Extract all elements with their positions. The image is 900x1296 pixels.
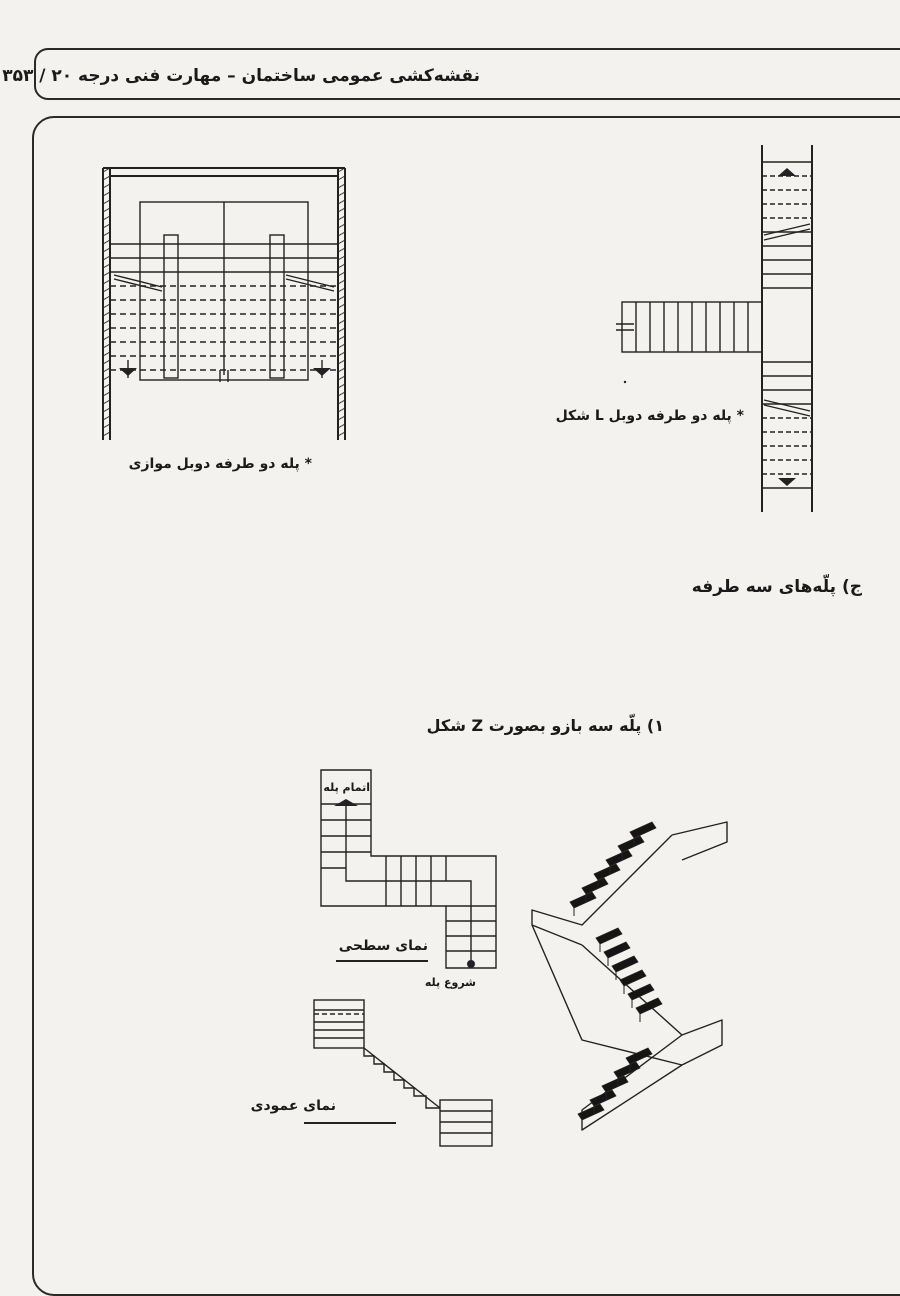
- page-header-title: نقشه‌کشی عمومی ساختمان – مهارت فنی درجه ۲۰ / ۳۵۳: [2, 66, 480, 86]
- l-double-stair-caption: * پله دو طرفه دوبل L شکل: [555, 408, 744, 424]
- z-stair-elevation-view: [308, 996, 498, 1151]
- z-stair-isometric-view: [522, 820, 732, 1145]
- plan-view-label: نمای سطحی: [338, 938, 428, 954]
- stair-end-label: اتمام پله: [323, 781, 370, 794]
- elevation-view-underline: [304, 1122, 396, 1124]
- stair-start-label: شروع پله: [424, 976, 476, 989]
- parallel-double-stair-plan: [100, 160, 350, 445]
- three-flight-stairs-heading: ج) پلّه‌های سه طرفه: [691, 577, 862, 597]
- plan-view-underline: [336, 960, 428, 962]
- z-shaped-stair-heading: ۱) پلّه سه بازو بصورت Z شکل: [426, 716, 664, 735]
- elevation-view-label: نمای عمودی: [250, 1098, 336, 1114]
- l-double-stair-plan: [612, 140, 817, 515]
- parallel-double-stair-caption: * پله دو طرفه دوبل موازی: [128, 456, 312, 472]
